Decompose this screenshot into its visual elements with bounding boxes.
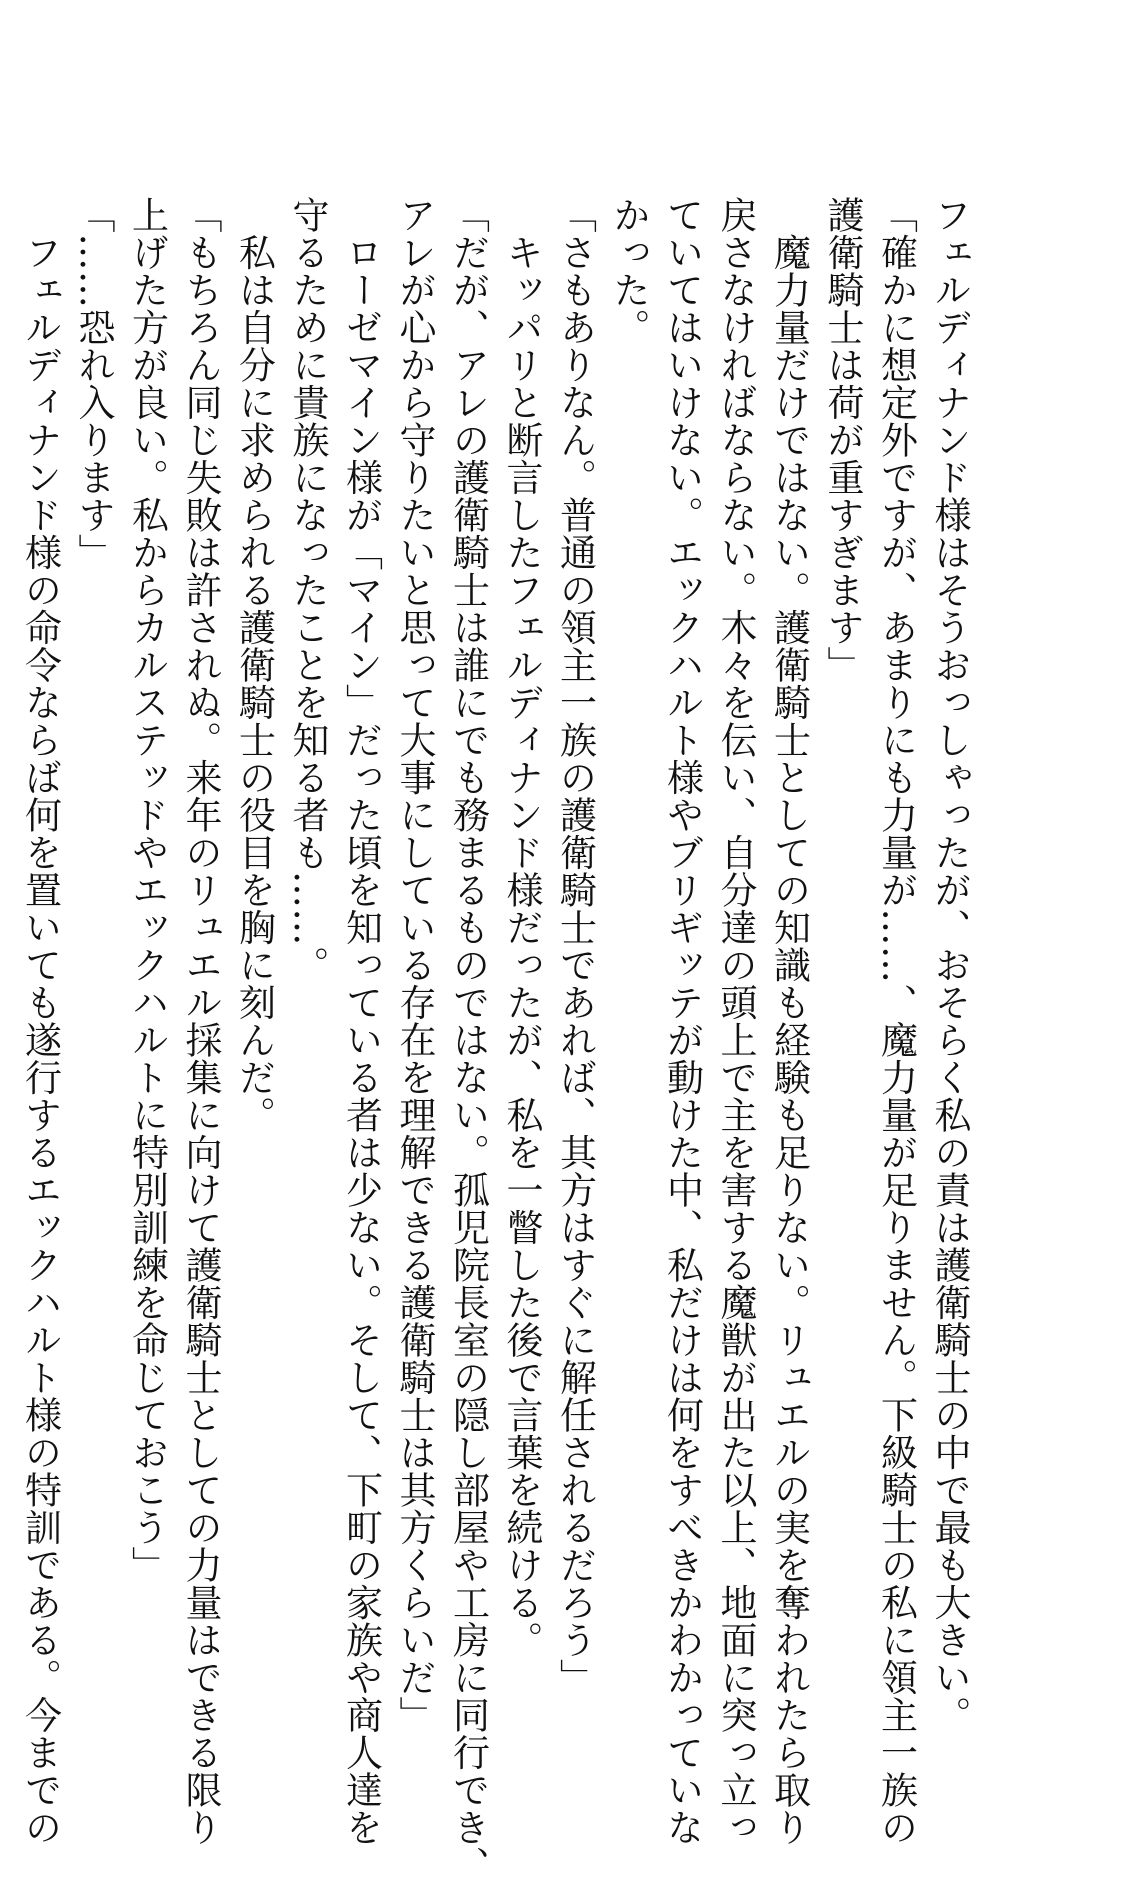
text-line: フェルディナンド様の命令ならば何を置いても遂行するエックハルト様の特訓である。今までの [18, 196, 62, 1846]
text-line: ていてはいけない。エックハルト様やブリギッテが動けた中、私だけは何をすべきかわかっていな [660, 196, 704, 1846]
text-line: 「確かに想定外ですが、あまりにも力量が……、魔力量が足りません。下級騎士の私に領主一族の [874, 196, 918, 1846]
text-line: 魔力量だけではない。護衛騎士としての知識も経験も足りない。リュエルの実を奪われたら取り [767, 196, 811, 1846]
text-line: ローゼマイン様が「マイン」だった頃を知っている者は少ない。そして、下町の家族や商人達を [339, 196, 383, 1846]
text-line: 「さもありなん。普通の領主一族の護衛騎士であれば、其方はすぐに解任されるだろう」 [553, 196, 597, 1696]
text-line: 「だが、アレの護衛騎士は誰にでも務まるものではない。孤児院長室の隠し部屋や工房に同行でき、 [446, 196, 490, 1884]
text-line: 「もちろん同じ失敗は許されぬ。来年のリュエル採集に向けて護衛騎士としての力量はできる限り [179, 196, 222, 1846]
vertical-text-block [13, 196, 976, 1884]
text-line: アレが心から守りたいと思って大事にしている存在を理解できる護衛騎士は其方くらいだ」 [393, 196, 436, 1734]
text-line: 私は自分に求められる護衛騎士の役目を胸に刻んだ。 [232, 196, 276, 1134]
text-line: フェルディナンド様はそうおっしゃったが、おそらく私の責は護衛騎士の中で最も大きい。 [928, 196, 971, 1734]
text-line: 護衛騎士は荷が重すぎます」 [821, 196, 864, 684]
text-line: 上げた方が良い。私からカルステッドやエックハルトに特別訓練を命じておこう」 [125, 196, 169, 1584]
text-line: キッパリと断言したフェルディナンド様だったが、私を一瞥した後で言葉を続ける。 [500, 196, 543, 1659]
text-line: 「……恐れ入ります」 [72, 196, 115, 571]
text-line: 戻さなければならない。木々を伝い、自分達の頭上で主を害する魔獣が出た以上、地面に突っ立っ [714, 196, 757, 1846]
text-line: 守るために貴族になったことを知る者も……。 [286, 196, 329, 984]
text-line: かった。 [607, 196, 650, 346]
